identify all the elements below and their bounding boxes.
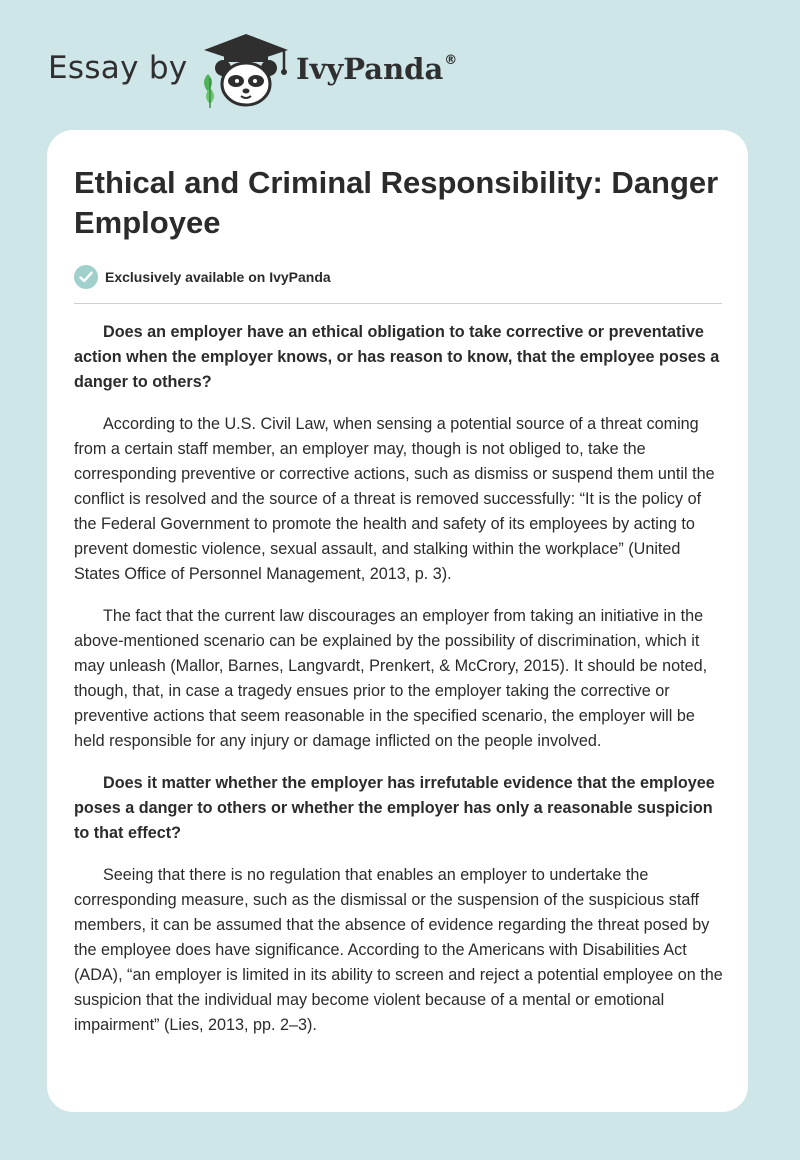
panda-logo-icon[interactable] <box>198 30 294 110</box>
body-paragraph: According to the U.S. Civil Law, when sensing a potential source of a threat coming from a certain staff member, an employer may, though is not obliged to, take the corresponding preventive or corrective actions, such as dismiss or suspend them until the conflict is resolved and the source of a threat is removed successfully: “It is the policy of the Federal Government to promote the health and safety of its employees by acting to prevent domestic violence, sexual assault, and stalking within the workplace” (United States Office of Personnel Management, 2013, p. 3). <box>74 415 715 583</box>
exclusive-badge <box>74 264 331 290</box>
brand-text: IvyPanda <box>296 52 444 86</box>
check-circle-icon <box>74 265 98 289</box>
essay-by-label: Essay by <box>48 50 188 86</box>
registered-mark: ® <box>444 53 458 69</box>
page-title: Ethical and Criminal Responsibility: Danger Employee <box>74 165 719 240</box>
body-paragraph: Seeing that there is no regulation that enables an employer to undertake the corresponding measure, such as the dismissal or the suspension of the suspicious staff members, it can be assumed that the absence of evidence regarding the threat posed by the employee does have significance. According to the Americans with Disabilities Act (ADA), “an employer is limited in its ability to screen and reject a potential employee on the suspicion that the individual may become violent because of a mental or emotional impairment” (Lies, 2013, pp. 2–3). <box>74 866 723 1034</box>
brand-name[interactable] <box>296 52 456 86</box>
site-header <box>0 0 800 130</box>
article-body <box>74 320 724 1055</box>
divider <box>74 303 722 304</box>
exclusive-label: Exclusively available on IvyPanda <box>105 269 331 285</box>
question-paragraph: Does an employer have an ethical obligation to take corrective or preventative action when the employer knows, or has reason to know, that the employee poses a danger to others? <box>74 323 720 391</box>
question-paragraph: Does it matter whether the employer has irrefutable evidence that the employee poses a danger to others or whether the employer has only a reasonable suspicion to that effect? <box>74 774 715 842</box>
essay-card <box>47 130 748 1112</box>
body-paragraph: The fact that the current law discourages an employer from taking an initiative in the above-mentioned scenario can be explained by the possibility of discrimination, which it may unleash (Mallor, Barnes, Langvardt, Prenkert, & McCrory, 2015). It should be noted, though, that, in case a tragedy ensues prior to the employer taking the corrective or preventive actions that seem reasonable in the specified scenario, the employer will be held responsible for any injury or damage inflicted on the people involved. <box>74 607 708 750</box>
